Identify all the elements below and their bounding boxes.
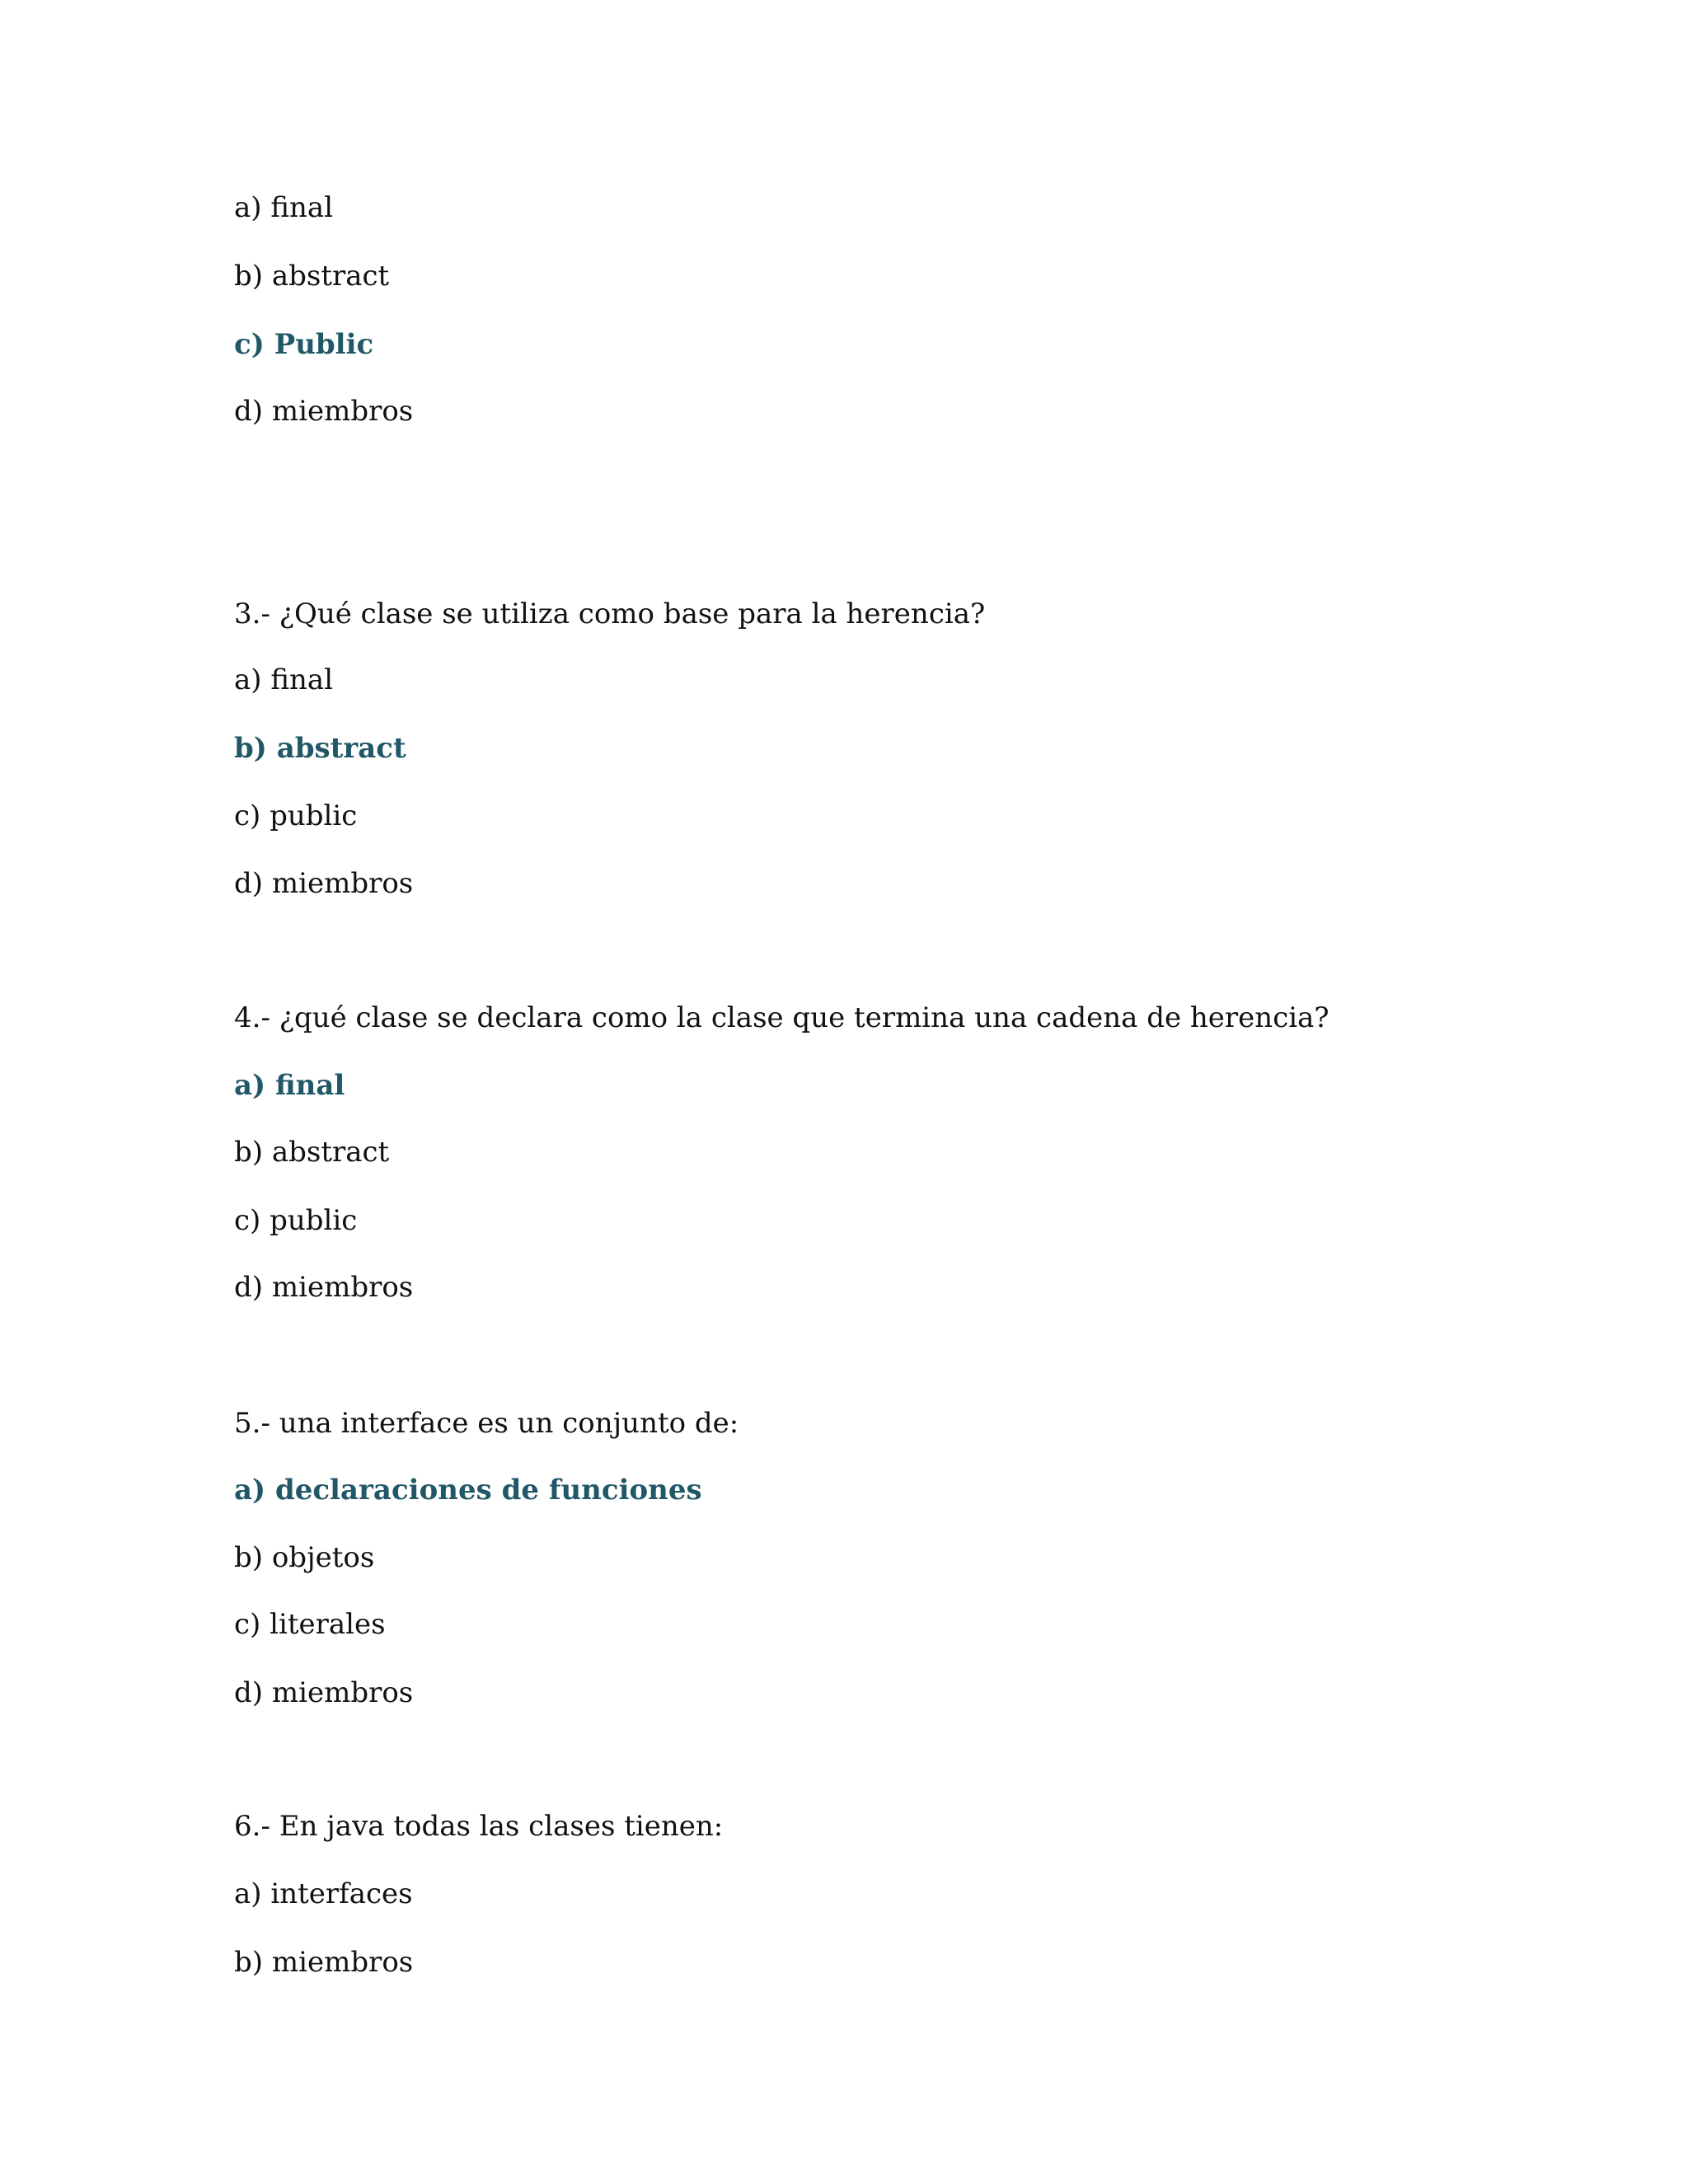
q2-option-c-correct: c) Public bbox=[234, 328, 374, 361]
q2-option-a: a) final bbox=[234, 191, 334, 224]
q4-option-c: c) public bbox=[234, 1204, 358, 1237]
q5-option-a-correct: a) declaraciones de funciones bbox=[234, 1474, 702, 1507]
q3-option-d: d) miembros bbox=[234, 867, 414, 900]
q3-option-b-correct: b) abstract bbox=[234, 732, 406, 765]
q3-question: 3.- ¿Qué clase se utiliza como base para la herencia? bbox=[234, 598, 986, 630]
q6-question: 6.- En java todas las clases tienen: bbox=[234, 1810, 724, 1843]
q6-option-a: a) interfaces bbox=[234, 1877, 413, 1910]
q5-option-b: b) objetos bbox=[234, 1541, 375, 1574]
q3-option-c: c) public bbox=[234, 799, 358, 832]
q4-option-a-correct: a) final bbox=[234, 1069, 345, 1102]
q4-option-b: b) abstract bbox=[234, 1136, 390, 1169]
q5-option-c: c) literales bbox=[234, 1608, 386, 1641]
q3-option-a: a) final bbox=[234, 663, 334, 696]
q5-question: 5.- una interface es un conjunto de: bbox=[234, 1407, 739, 1440]
q6-option-b: b) miembros bbox=[234, 1946, 414, 1979]
q4-question: 4.- ¿qué clase se declara como la clase que termina una cadena de herencia? bbox=[234, 1001, 1329, 1034]
q2-option-b: b) abstract bbox=[234, 260, 390, 293]
q4-option-d: d) miembros bbox=[234, 1271, 414, 1304]
q5-option-d: d) miembros bbox=[234, 1676, 414, 1709]
q2-option-d: d) miembros bbox=[234, 395, 414, 428]
